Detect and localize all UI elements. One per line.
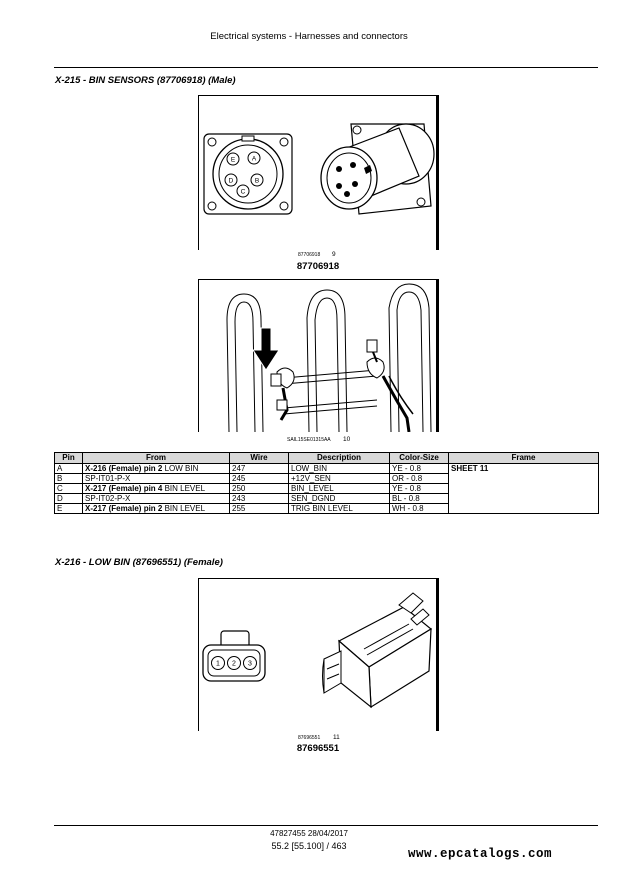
cell-wire: 245	[230, 474, 289, 484]
cell-color-size: OR - 0.8	[390, 474, 449, 484]
pin-label-D: D	[228, 177, 234, 185]
cell-wire: 250	[230, 484, 289, 494]
col-header-pin: Pin	[55, 453, 83, 464]
pin-label-A: A	[251, 155, 257, 163]
harness-location-drawing	[199, 280, 436, 432]
pin-label-B: B	[254, 177, 260, 185]
cell-pin: A	[55, 464, 83, 474]
cell-color-size: BL - 0.8	[390, 494, 449, 504]
col-header-color-size: Color-Size	[390, 453, 449, 464]
col-header-frame: Frame	[449, 453, 599, 464]
figure-9-label: 87706918	[296, 261, 340, 272]
cell-from	[83, 494, 230, 504]
section-title-x215: X-215 - BIN SENSORS (87706918) (Male)	[55, 75, 236, 86]
cell-from	[83, 464, 230, 474]
figure-9-ref: 87706918	[298, 252, 321, 258]
figure-10-ref: SAIL15SE01315AA	[287, 437, 331, 443]
cell-description: SEN_DGND	[289, 494, 390, 504]
cell-from	[83, 474, 230, 484]
page-header-title: Electrical systems - Harnesses and connectors	[210, 31, 408, 42]
header-rule	[54, 67, 598, 68]
cell-from-circuit: SP-IT02-P-X	[85, 494, 131, 503]
pin-label-1: 1	[216, 660, 220, 668]
cell-from-circuit: LOW BIN	[162, 464, 199, 473]
cell-from	[83, 504, 230, 514]
cell-description: BIN_LEVEL	[289, 484, 390, 494]
pin-label-3: 3	[248, 660, 252, 668]
cell-color-size: YE - 0.8	[390, 464, 449, 474]
figure-9-number: 9	[332, 251, 336, 258]
figure-11-label: 87696551	[296, 743, 340, 754]
cell-description: LOW_BIN	[289, 464, 390, 474]
cell-description: +12V_SEN	[289, 474, 390, 484]
figure-bin-sensor-connector	[198, 95, 439, 250]
cell-wire: 255	[230, 504, 289, 514]
footer-page-number: 55.2 [55.100] / 463	[271, 841, 347, 851]
watermark: www.epcatalogs.com	[408, 847, 553, 861]
section-title-x216: X-216 - LOW BIN (87696551) (Female)	[55, 557, 223, 568]
pin-label-C: C	[240, 188, 246, 196]
cell-color-size: WH - 0.8	[390, 504, 449, 514]
col-header-description: Description	[289, 453, 390, 464]
cell-from-circuit: BIN LEVEL	[162, 504, 206, 513]
cell-from-connector: X-217 (Female) pin 2	[85, 504, 163, 513]
cell-pin: C	[55, 484, 83, 494]
pin-label-2: 2	[232, 660, 236, 668]
figure-11-number: 11	[333, 734, 340, 741]
table-row	[55, 464, 599, 474]
figure-11-ref: 87696551	[298, 735, 321, 741]
cell-color-size: YE - 0.8	[390, 484, 449, 494]
cell-pin: E	[55, 504, 83, 514]
col-header-wire: Wire	[230, 453, 289, 464]
cell-from-circuit: BIN LEVEL	[162, 484, 206, 493]
cell-from-circuit: SP-IT01-P-X	[85, 474, 131, 483]
pin-table-header	[55, 453, 599, 464]
footer-doc-number: 47827455 28/04/2017	[270, 829, 348, 838]
figure-harness-location	[198, 279, 439, 432]
cell-description: TRIG BIN LEVEL	[289, 504, 390, 514]
cell-from-connector: X-217 (Female) pin 4	[85, 484, 163, 493]
footer-rule	[54, 825, 598, 826]
cell-from	[83, 484, 230, 494]
cell-wire: 247	[230, 464, 289, 474]
figure-10-number: 10	[343, 436, 351, 443]
cell-pin: B	[55, 474, 83, 484]
pin-label-E: E	[230, 156, 236, 164]
col-header-from: From	[83, 453, 230, 464]
cell-wire: 243	[230, 494, 289, 504]
cell-pin: D	[55, 494, 83, 504]
figure-low-bin-connector	[198, 578, 439, 731]
bin-sensor-connector-drawing	[199, 96, 436, 250]
cell-from-connector: X-216 (Female) pin 2	[85, 464, 163, 473]
cell-frame: SHEET 11	[449, 464, 599, 514]
pin-table	[54, 452, 599, 514]
low-bin-connector-drawing	[199, 579, 436, 731]
